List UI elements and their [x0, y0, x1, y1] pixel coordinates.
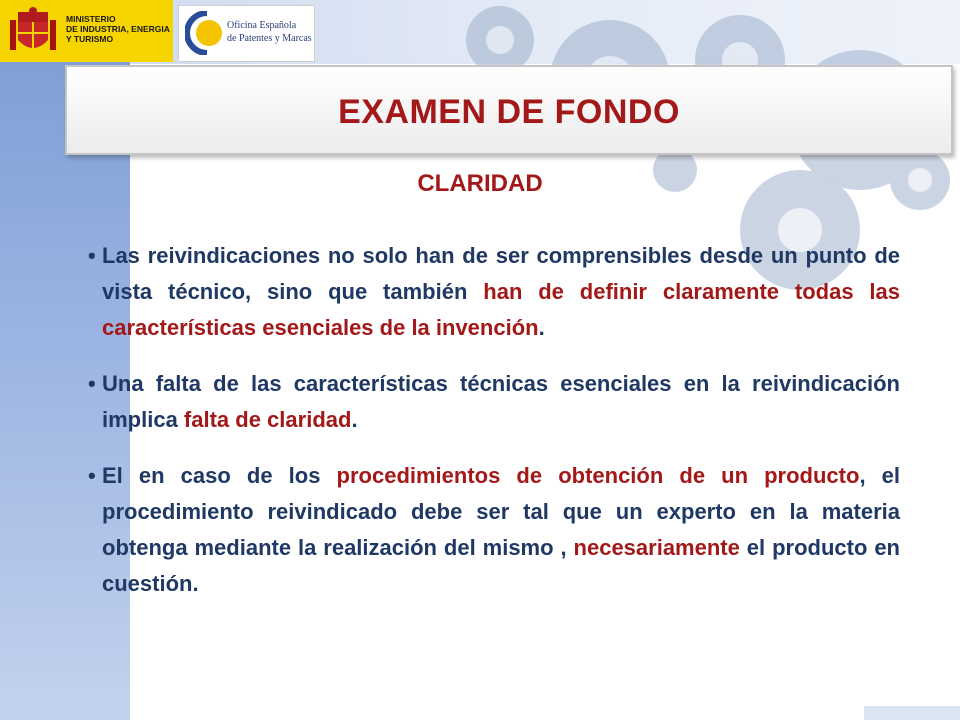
ministerio-line-3: Y TURISMO: [66, 34, 114, 44]
oepm-line-1: Oficina Española: [227, 20, 297, 31]
bullet-text: , el procedimiento reivindicado debe ser tal que un experto en la materia obtenga mediante la realización del mismo ,: [102, 463, 900, 560]
bullet-text: Las reivindicaciones no solo han de ser comprensibles desde un punto de vista técnico, sino que también: [102, 243, 900, 304]
bullet-list: [88, 238, 900, 622]
ministerio-line-2: DE INDUSTRIA, ENERGIA: [66, 24, 170, 34]
bullet-dot-icon: •: [88, 371, 96, 396]
bullet-text: El en caso de los: [102, 463, 337, 488]
bullet-dot-icon: •: [88, 243, 96, 268]
bullet-text: .: [538, 315, 545, 340]
spain-coat-of-arms-icon: [8, 6, 58, 58]
bullet-item: [88, 458, 900, 602]
bullet-text: Una falta de las características técnicas esenciales en la reivindicación implica: [102, 371, 900, 432]
ministerio-line-1: MINISTERIO: [66, 14, 116, 24]
oepm-logo: [178, 5, 315, 62]
ministerio-text: [66, 14, 170, 44]
bullet-item: [88, 366, 900, 438]
bullet-item: [88, 238, 900, 346]
bullet-text: .: [351, 407, 358, 432]
title-box: [65, 65, 953, 155]
corner-decoration: [864, 706, 960, 720]
oepm-emblem-icon: [185, 11, 225, 55]
bullet-text: el producto en cuestión.: [102, 535, 900, 596]
oepm-text: [227, 19, 312, 45]
highlighted-text: necesariamente: [573, 535, 740, 560]
oepm-line-2: de Patentes y Marcas: [227, 33, 312, 44]
highlighted-text: procedimientos de obtención de un producto: [336, 463, 860, 488]
slide-title: EXAMEN DE FONDO: [338, 93, 680, 131]
highlighted-text: han de definir claramente todas las características esenciales de la invención: [102, 279, 900, 340]
highlighted-text: falta de claridad: [183, 407, 352, 432]
bullet-dot-icon: •: [88, 463, 96, 488]
slide-subtitle: CLARIDAD: [417, 170, 543, 197]
ministerio-logo: [0, 0, 173, 62]
